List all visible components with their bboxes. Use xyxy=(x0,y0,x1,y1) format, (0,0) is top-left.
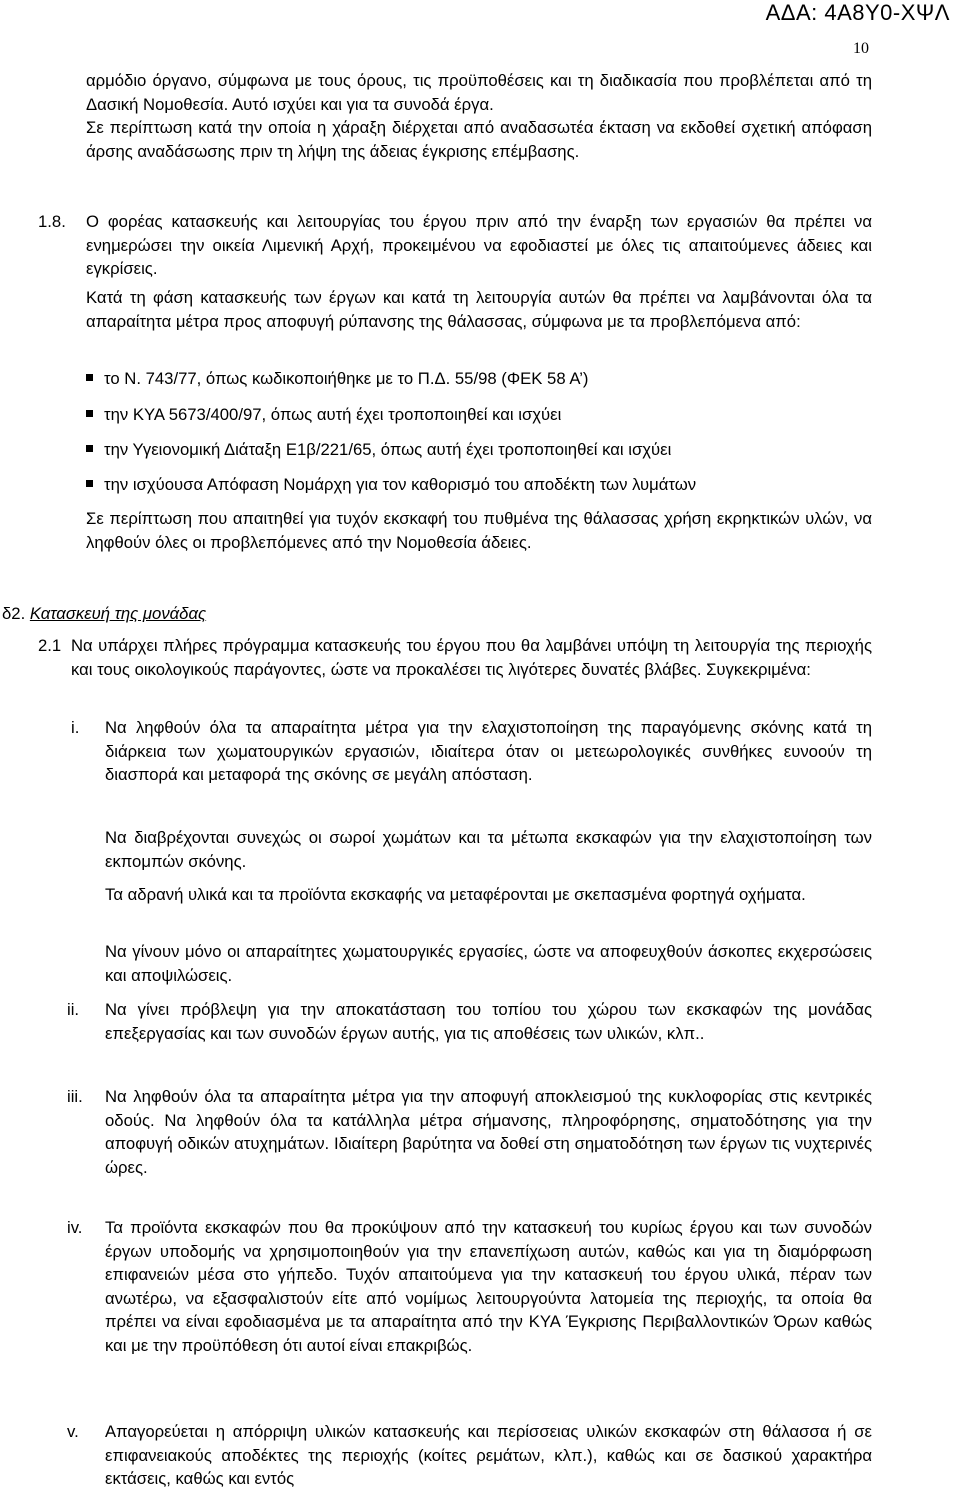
square-bullet-icon xyxy=(86,374,93,381)
item-i-paragraph-2: Να διαβρέχονται συνεχώς οι σωροί χωμάτων και τα μέτωπα εκσκαφών για την ελαχιστοποίηση των εκπομπών σκόνης. xyxy=(105,828,872,871)
item-iv-text: Τα προϊόντα εκσκαφών που θα προκύψουν από την κατασκευή του κυρίως έργου και των συνοδών έργων υποδομής να χρησιμοποιηθούν για την επανεπίχωση αυτών, καθώς και για τη διαμόρφωση επιφανειών μέσα στο γήπεδο. Τυχόν απαιτούμενα για την κατασκευή του έργου υλικά, πέραν των ανωτέρω, να εξασφαλιστούν είτε από νομίμως λειτουργούντα λατομεία της περιοχής, τα οποία θα πρέπει να είναι εφοδιασμένα με τα απαραίτητα από την ΚΥΑ Έγκρισης Περιβαλλοντικών Όρων καθώς και με την προϋπόθεση ότι αυτοί είναι επακριβώς. xyxy=(105,1218,872,1355)
section-d2-number: δ2. xyxy=(2,604,26,623)
ada-code: ΑΔΑ: 4Α8Υ0-ΧΨΛ xyxy=(765,0,950,25)
item-i-label: i. xyxy=(71,718,80,737)
section-1-8-paragraph-3: Σε περίπτωση που απαιτηθεί για τυχόν εκσκαφή του πυθμένα της θάλασσας χρήση εκρηκτικών υλών, να ληφθούν όλες οι προβλεπόμενες από την Νομοθεσία άδειες. xyxy=(86,509,872,552)
square-bullet-icon xyxy=(86,480,93,487)
section-2-1-number: 2.1 xyxy=(38,636,62,655)
item-ii-label: ii. xyxy=(67,1000,80,1019)
item-i-paragraph-4: Να γίνουν μόνο οι απαραίτητες χωματουργικές εργασίες, ώστε να αποφευχθούν άσκοπες εκχερσώσεις και αποψιλώσεις. xyxy=(105,942,872,985)
item-iii-text: Να ληφθούν όλα τα απαραίτητα μέτρα για την αποφυγή αποκλεισμού της κυκλοφορίας στις κεντρικές οδούς. Να ληφθούν όλα τα κατάλληλα μέτρα σήμανσης, πληροφόρησης, σηματοδότησης για την αποφυγή οδικών ατυχημάτων. Ιδιαίτερη βαρύτητα να δοθεί στη σηματοδότηση των έργων τις νυχτερινές ώρες. xyxy=(105,1087,872,1177)
section-2-1-text: Να υπάρχει πλήρες πρόγραμμα κατασκευής του έργου που θα λαμβάνει υπόψη τη λειτουργία της περιοχής και τους οικολογικούς παράγοντες, ώστε να προκαλέσει τις λιγότερες δυνατές βλάβες. Συγκεκριμένα: xyxy=(71,636,872,679)
section-d2-title: Κατασκευή της μονάδας xyxy=(29,604,207,623)
page-number: 10 xyxy=(853,40,869,57)
item-v-text: Απαγορεύεται η απόρριψη υλικών κατασκευής και περίσσειας υλικών εκσκαφών στη θάλασσα ή σε επιφανειακούς αποδέκτες της περιοχής (κοίτες ρεμάτων, κλπ.), καθώς και σε δασικού χαρακτήρα εκτάσεις, καθώς και εντός xyxy=(105,1422,872,1488)
section-d2-heading xyxy=(2,602,206,626)
section-1-8-number: 1.8. xyxy=(38,212,66,231)
section-1-8-paragraph-1: Ο φορέας κατασκευής και λειτουργίας του έργου πριν από την έναρξη των εργασιών θα πρέπει να ενημερώσει την οικεία Λιμενική Αρχή, προκειμένου να εφοδιαστεί με όλες τις απαιτούμενες άδειες και εγκρίσεις. xyxy=(86,212,872,278)
square-bullet-icon xyxy=(86,410,93,417)
paragraph-top: αρμόδιο όργανο, σύμφωνα με τους όρους, τις προϋποθέσεις και τη διαδικασία που προβλέπεται από τη Δασική Νομοθεσία. Αυτό ισχύει και για τα συνοδά έργα. xyxy=(86,71,872,114)
section-1-8-paragraph-2: Κατά τη φάση κατασκευής των έργων και κατά τη λειτουργία αυτών θα πρέπει να λαμβάνονται όλα τα απαραίτητα μέτρα προς αποφυγή ρύπανσης της θάλασσας, σύμφωνα με τα προβλεπόμενα από: xyxy=(86,288,872,331)
bullet-item: την ισχύουσα Απόφαση Νομάρχη για τον καθορισμό του αποδέκτη των λυμάτων xyxy=(86,473,696,497)
item-i-paragraph-1: Να ληφθούν όλα τα απαραίτητα μέτρα για την ελαχιστοποίηση της παραγόμενης σκόνης κατά τη διάρκεια των χωματουργικών εργασιών, ιδιαίτερα όταν οι μετεωρολογικές συνθήκες ευνοούν τη διασπορά και μεταφορά της σκόνης σε μεγάλη απόσταση. xyxy=(105,718,872,784)
item-v-label: v. xyxy=(67,1422,79,1441)
paragraph-reforestation: Σε περίπτωση κατά την οποία η χάραξη διέρχεται από αναδασωτέα έκταση να εκδοθεί σχετική απόφαση άρσης αναδάσωσης πριν τη λήψη της άδειας έγκρισης επέμβασης. xyxy=(86,118,872,161)
item-iii-label: iii. xyxy=(67,1087,83,1106)
item-i-paragraph-3: Τα αδρανή υλικά και τα προϊόντα εκσκαφής να μεταφέρονται με σκεπασμένα φορτηγά οχήματα. xyxy=(105,885,806,904)
item-ii-text: Να γίνει πρόβλεψη για την αποκατάσταση του τοπίου του χώρου των εκσκαφών της μονάδας επεξεργασίας και των συνοδών έργων αυτής, για τις αποθέσεις των υλικών, κλπ.. xyxy=(105,1000,872,1043)
item-iv-label: iv. xyxy=(67,1218,83,1237)
bullet-item: το Ν. 743/77, όπως κωδικοποιήθηκε με το Π.Δ. 55/98 (ΦΕΚ 58 Α’) xyxy=(86,367,588,391)
bullet-item: την Υγειονομική Διάταξη Ε1β/221/65, όπως αυτή έχει τροποποιηθεί και ισχύει xyxy=(86,438,671,462)
square-bullet-icon xyxy=(86,445,93,452)
bullet-item: την ΚΥΑ 5673/400/97, όπως αυτή έχει τροποποιηθεί και ισχύει xyxy=(86,403,561,427)
